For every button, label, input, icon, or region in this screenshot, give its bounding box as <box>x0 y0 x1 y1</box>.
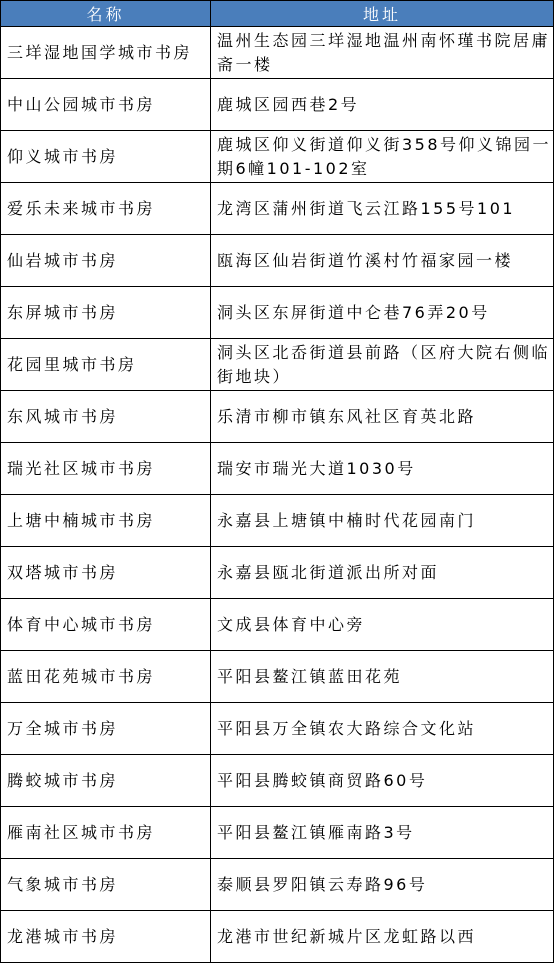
cell-name[interactable]: 仙岩城市书房 <box>1 235 211 287</box>
cell-address[interactable]: 永嘉县上塘镇中楠时代花园南门 <box>211 495 554 547</box>
cell-address[interactable]: 龙湾区蒲州街道飞云江路155号101 <box>211 183 554 235</box>
cell-address[interactable]: 洞头区东屏街道中仑巷76弄20号 <box>211 287 554 339</box>
table-row <box>1 807 554 859</box>
cell-address[interactable]: 平阳县万全镇农大路综合文化站 <box>211 703 554 755</box>
cell-name[interactable]: 龙港城市书房 <box>1 911 211 963</box>
cell-address[interactable]: 平阳县腾蛟镇商贸路60号 <box>211 755 554 807</box>
cell-address[interactable]: 平阳县鳌江镇蓝田花苑 <box>211 651 554 703</box>
table-row <box>1 287 554 339</box>
cell-address[interactable]: 鹿城区仰义街道仰义街358号仰义锦园一期6幢101-102室 <box>211 131 554 183</box>
cell-name[interactable]: 雁南社区城市书房 <box>1 807 211 859</box>
table-row <box>1 79 554 131</box>
cell-name[interactable]: 双塔城市书房 <box>1 547 211 599</box>
cell-address[interactable]: 平阳县鳌江镇雁南路3号 <box>211 807 554 859</box>
cell-address[interactable]: 永嘉县瓯北街道派出所对面 <box>211 547 554 599</box>
cell-address[interactable]: 乐清市柳市镇东风社区育英北路 <box>211 391 554 443</box>
table-row <box>1 183 554 235</box>
cell-address[interactable]: 龙港市世纪新城片区龙虹路以西 <box>211 911 554 963</box>
cell-address[interactable]: 瓯海区仙岩街道竹溪村竹福家园一楼 <box>211 235 554 287</box>
table-row <box>1 495 554 547</box>
column-header-name[interactable]: 名称 <box>1 1 211 27</box>
cell-address[interactable]: 瑞安市瑞光大道1030号 <box>211 443 554 495</box>
cell-name[interactable]: 蓝田花苑城市书房 <box>1 651 211 703</box>
cell-name[interactable]: 东风城市书房 <box>1 391 211 443</box>
table-row <box>1 703 554 755</box>
cell-address[interactable]: 泰顺县罗阳镇云寿路96号 <box>211 859 554 911</box>
table-row <box>1 27 554 79</box>
cell-address[interactable]: 洞头区北岙街道县前路（区府大院右侧临街地块） <box>211 339 554 391</box>
table-row <box>1 235 554 287</box>
cell-name[interactable]: 腾蛟城市书房 <box>1 755 211 807</box>
table-row <box>1 391 554 443</box>
cell-name[interactable]: 瑞光社区城市书房 <box>1 443 211 495</box>
cell-name[interactable]: 万全城市书房 <box>1 703 211 755</box>
table-row <box>1 547 554 599</box>
table-row <box>1 339 554 391</box>
table-row <box>1 859 554 911</box>
cell-name[interactable]: 上塘中楠城市书房 <box>1 495 211 547</box>
table-row <box>1 131 554 183</box>
table-row <box>1 599 554 651</box>
column-header-address[interactable]: 地址 <box>211 1 554 27</box>
table-row <box>1 755 554 807</box>
cell-address[interactable]: 文成县体育中心旁 <box>211 599 554 651</box>
cell-name[interactable]: 花园里城市书房 <box>1 339 211 391</box>
table-row <box>1 443 554 495</box>
cell-name[interactable]: 爱乐未来城市书房 <box>1 183 211 235</box>
cell-name[interactable]: 东屏城市书房 <box>1 287 211 339</box>
cell-address[interactable]: 温州生态园三垟湿地温州南怀瑾书院居庸斋一楼 <box>211 27 554 79</box>
table-row <box>1 911 554 963</box>
cell-name[interactable]: 中山公园城市书房 <box>1 79 211 131</box>
cell-name[interactable]: 三垟湿地国学城市书房 <box>1 27 211 79</box>
header-row <box>1 1 554 27</box>
cell-name[interactable]: 体育中心城市书房 <box>1 599 211 651</box>
table-row <box>1 651 554 703</box>
cell-name[interactable]: 气象城市书房 <box>1 859 211 911</box>
cell-address[interactable]: 鹿城区园西巷2号 <box>211 79 554 131</box>
cell-name[interactable]: 仰义城市书房 <box>1 131 211 183</box>
